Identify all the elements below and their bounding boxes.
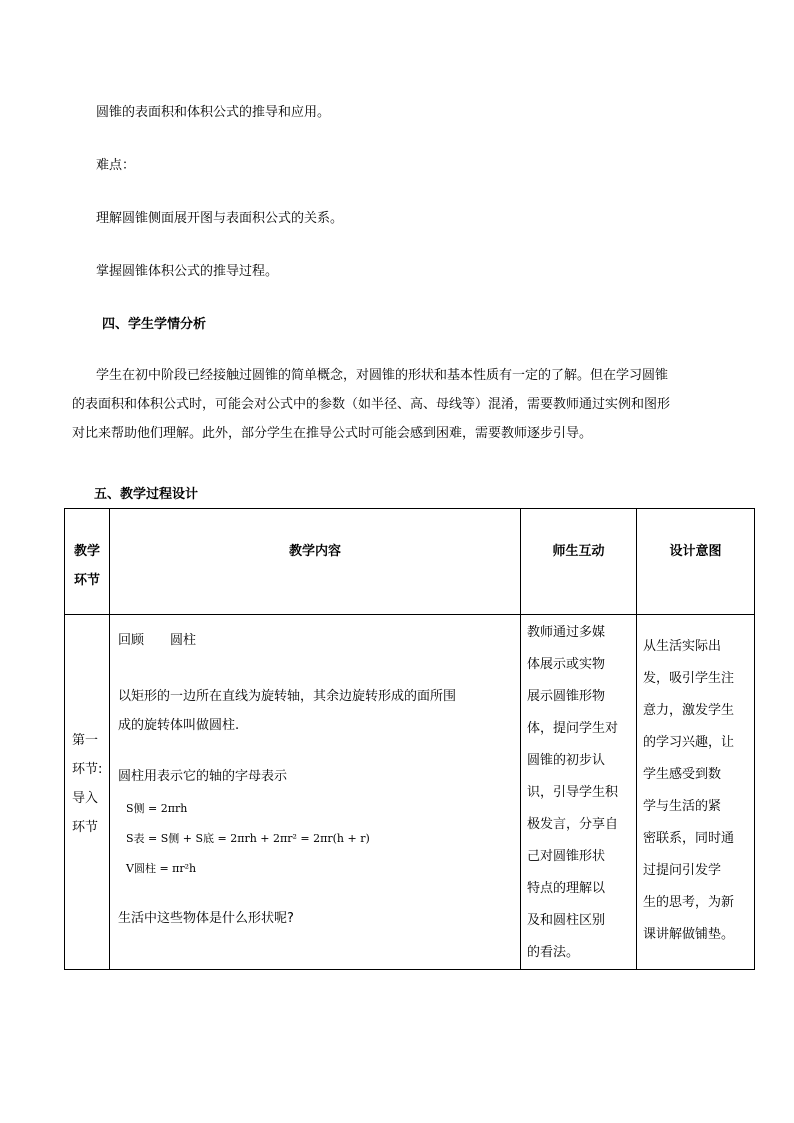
stage-text: 环节: [72,762,103,777]
content-cell [110,615,521,970]
header-intent: 设计意图 [637,509,755,615]
question-line: 生活中这些物体是什么形状呢? [118,911,294,926]
teaching-process-table [64,508,755,970]
review-line [118,631,520,651]
intent-text: 生的思考，为新 [643,895,735,910]
section-5-heading: 五、教学过程设计 [94,487,199,502]
header-stage-line2: 环节 [73,573,100,588]
interaction-text: 圆锥的初步认 [527,753,606,768]
review-label: 回顾 [118,633,145,648]
analysis-line: 的表面积和体积公式时，可能会对公式中的参数（如半径、高、母线等）混淆，需要教师通过实例和图形 [72,397,671,412]
interaction-text: 的看法。 [527,945,580,960]
intent-text: 课讲解做铺垫。 [643,927,735,942]
paragraph-key-point: 圆锥的表面积和体积公式的推导和应用。 [96,105,331,120]
table-header-row [65,509,755,615]
intent-text: 从生活实际出 [643,639,722,654]
interaction-text: 特点的理解以 [527,881,606,896]
stage-text: 第一 [72,733,99,748]
analysis-line: 学生在初中阶段已经接触过圆锥的简单概念，对圆锥的形状和基本性质有一定的了解。但在学习圆锥 [96,368,669,383]
intent-text: 学生感受到数 [643,767,722,782]
intent-text: 发，吸引学生注 [643,671,735,686]
interaction-text: 极发言，分享自 [527,817,619,832]
section-4-heading: 四、学生学情分析 [102,317,207,332]
intent-cell [637,615,755,970]
notation-line: 圆柱用表示它的轴的字母表示 [118,769,288,784]
paragraph-difficulty-label: 难点： [96,158,136,173]
paragraph-difficulty-2: 掌握圆锥体积公式的推导过程。 [96,264,279,279]
interaction-text: 体，提问学生对 [527,721,619,736]
interaction-text: 及和圆柱区别 [527,913,606,928]
analysis-line: 对比来帮助他们理解。此外，部分学生在推导公式时可能会感到困难，需要教师逐步引导。 [72,426,593,441]
formula-surface-area: S表 = S侧 + S底 = 2πrh + 2πr² = 2πr(h + r) [126,832,370,845]
formula-lateral-area: S侧 = 2πrh [126,802,188,815]
stage-cell [65,615,110,970]
interaction-text: 教师通过多媒 [527,625,606,640]
definition-line: 以矩形的一边所在直线为旋转轴，其余边旋转形成的面所围 [118,689,457,704]
header-interaction: 师生互动 [521,509,637,615]
stage-text: 导入 [72,791,99,806]
intent-text: 的学习兴趣，让 [643,735,735,750]
interaction-text: 己对圆锥形状 [527,849,606,864]
review-topic: 圆柱 [170,633,197,648]
paragraph-difficulty-1: 理解圆锥侧面展开图与表面积公式的关系。 [96,211,344,226]
table-row [65,615,755,970]
interaction-text: 展示圆锥形物 [527,689,606,704]
formula-volume: V圆柱 = πr²h [126,862,197,875]
intent-text: 过提问引发学 [643,863,722,878]
header-stage-line1: 教学 [73,544,100,559]
intent-text: 密联系，同时通 [643,831,735,846]
header-content: 教学内容 [110,509,521,615]
intent-text: 意力，激发学生 [643,703,735,718]
stage-text: 环节 [72,820,99,835]
header-stage [65,509,110,615]
definition-line: 成的旋转体叫做圆柱. [118,718,240,733]
intent-text: 学与生活的紧 [643,799,722,814]
interaction-cell [521,615,637,970]
interaction-text: 体展示或实物 [527,657,606,672]
student-analysis-paragraph [72,361,727,448]
interaction-text: 识，引导学生积 [527,785,619,800]
